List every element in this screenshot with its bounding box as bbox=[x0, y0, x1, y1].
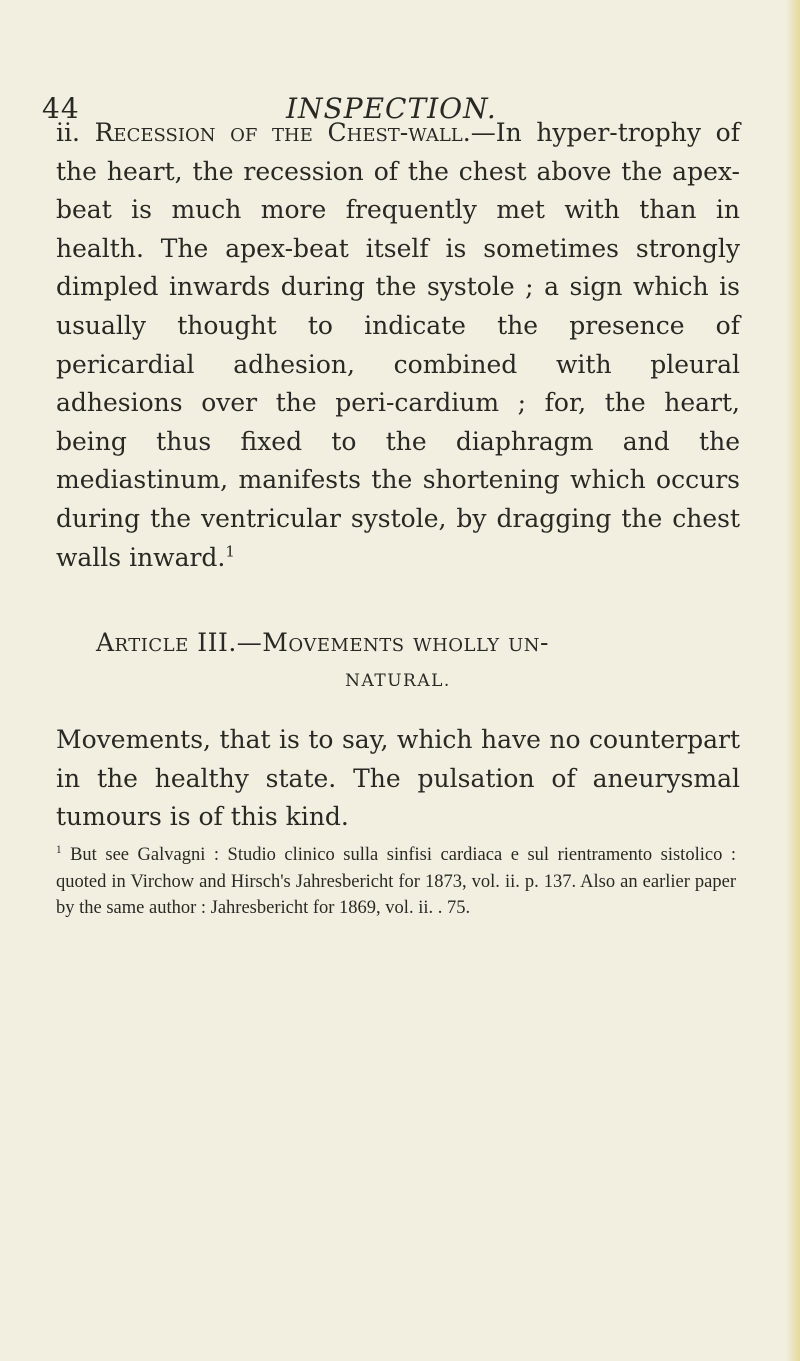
page-edge bbox=[786, 0, 800, 1361]
section-ii-text: —In hyper-trophy of the heart, the recession of the chest above the apex-beat is much more frequently met with than in health. The apex-beat itself is sometimes strongly dimpled inwards during the systole ; a sign which is usually thought to indicate the presence of pericardial adhesion, combined with pleural adhesions over the peri-cardium ; for, the heart, being thus fixed to the diaphragm and the mediastinum, manifests the shortening which occurs during the ventricular systole, by dragging the chest walls inward. bbox=[56, 118, 740, 572]
page-number: 44 bbox=[42, 92, 80, 125]
article-title-line2: NATURAL. bbox=[345, 671, 451, 691]
article-heading-line1 bbox=[56, 624, 740, 662]
article-label: Article III. bbox=[96, 628, 237, 657]
footnote-text: But see Galvagni : Studio clinico sulla sinfisi cardiaca e sul rientramento sistolico : quoted in Virchow and Hirsch's Jahresbericht for 1873, vol. ii. p. 137. Also an earlier paper by the same author : Jahresbericht for 1869, vol. ii. . 75. bbox=[56, 845, 736, 918]
article-body bbox=[56, 721, 740, 837]
running-head: INSPECTION. bbox=[286, 92, 497, 125]
section-heading: Recession of the Chest-wall. bbox=[94, 118, 471, 147]
article-title-line1: —Movements wholly un- bbox=[236, 628, 549, 657]
footnote-marker: 1 bbox=[56, 843, 62, 856]
article-paragraph: Movements, that is to say, which have no counterpart in the healthy state. The pulsation of aneurysmal tumours is of this kind. bbox=[56, 725, 740, 832]
section-ii-paragraph bbox=[56, 114, 740, 577]
section-numeral: ii. bbox=[56, 118, 80, 147]
article-heading bbox=[56, 624, 740, 700]
section-ii bbox=[56, 114, 740, 577]
footnote bbox=[56, 842, 736, 922]
footnote-reference: 1 bbox=[225, 542, 235, 561]
